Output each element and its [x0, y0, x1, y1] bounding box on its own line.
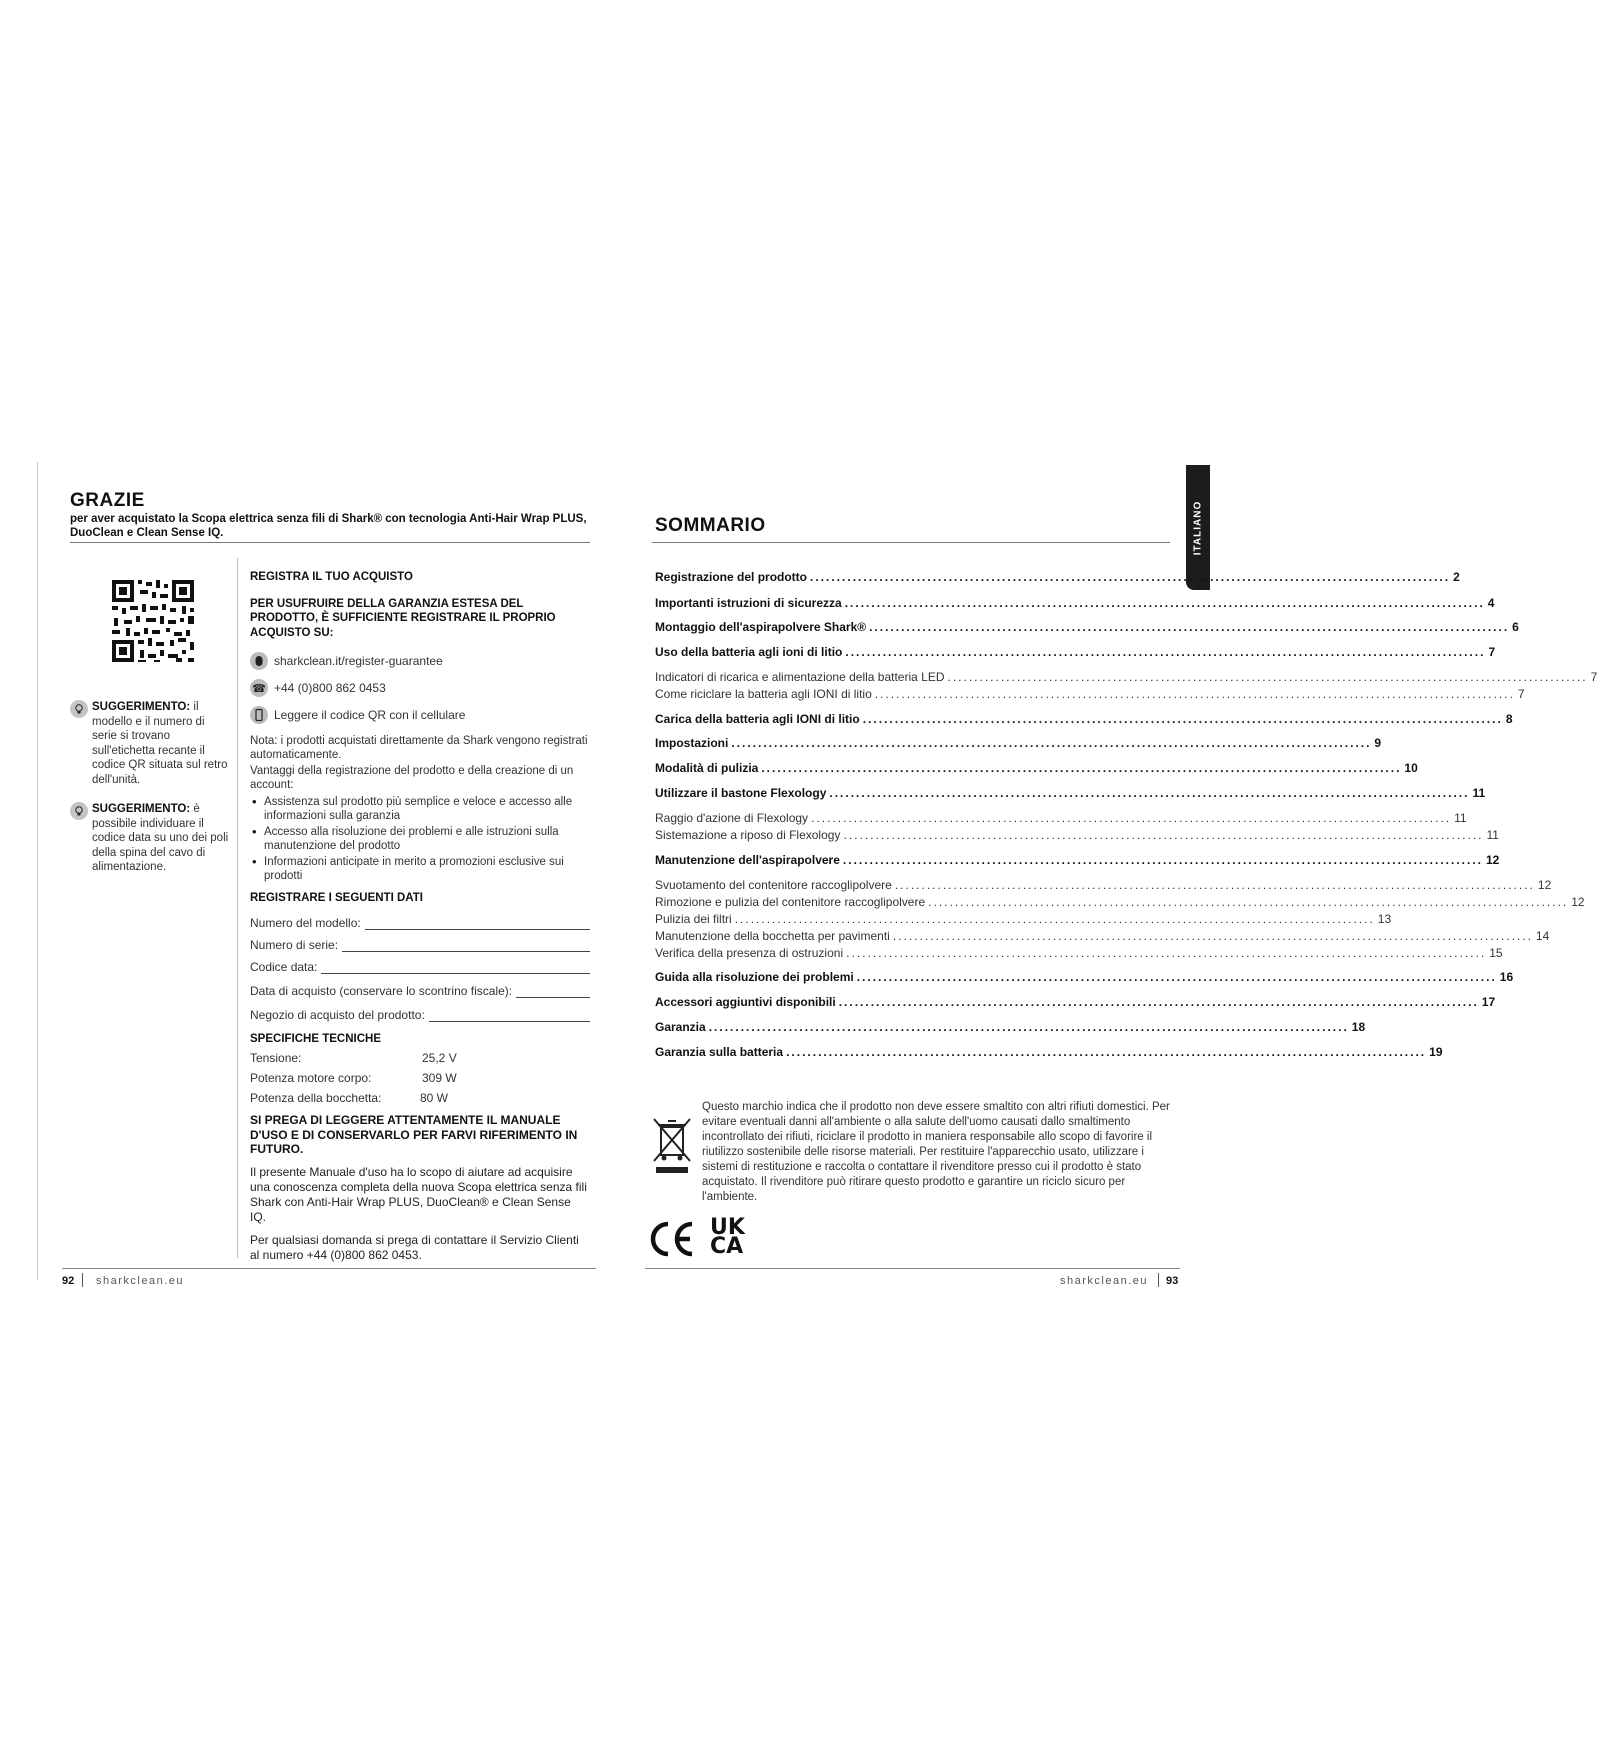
- toc-entry[interactable]: [655, 786, 1486, 800]
- footer-divider: [645, 1268, 1180, 1269]
- column-divider: [237, 558, 238, 1258]
- spec-value: 80 W: [420, 1091, 449, 1105]
- ukca-mark-top: UK: [710, 1215, 745, 1240]
- toc-entry[interactable]: [655, 712, 1513, 726]
- list-item: • Informazioni anticipate in merito a promozioni esclusive sui prodotti: [250, 855, 590, 883]
- toc-leader-dots: ........................................................................................................................: [894, 878, 1535, 892]
- ce-mark: [650, 1220, 696, 1258]
- toc-entry-page: 7: [1488, 645, 1496, 659]
- toc-entry-page: 12: [1485, 853, 1500, 867]
- toc-entry[interactable]: [655, 570, 1460, 584]
- page-subtitle: per aver acquistato la Scopa elettrica senza fili di Shark® con tecnologia Anti-Hair Wrap PLUS, DuoClean e Clean Sense IQ.: [70, 513, 587, 539]
- toc-entry-label: Rimozione e pulizia del contenitore raccoglipolvere: [655, 895, 926, 909]
- toc-entry-label: Modalità di pulizia: [655, 761, 759, 775]
- field-label: Numero del modello:: [250, 915, 361, 930]
- toc-leader-dots: ........................................................................................................................: [838, 995, 1479, 1009]
- toc-entry[interactable]: [655, 946, 1503, 960]
- warranty-heading: PER USUFRUIRE DELLA GARANZIA ESTESA DEL PRODOTTO, È SUFFICIENTE REGISTRARE IL PROPRIO ACQUISTO SU:: [250, 597, 556, 639]
- toc-entry[interactable]: [655, 912, 1392, 926]
- page-title: GRAZIE: [70, 490, 145, 511]
- page-left-edge: [37, 462, 38, 1280]
- spec-value: 309 W: [422, 1071, 457, 1085]
- toc-entry-page: 8: [1505, 712, 1513, 726]
- weee-bin-icon: [650, 1115, 694, 1177]
- ukca-mark: [710, 1215, 754, 1260]
- toc-entry-page: 7: [1590, 670, 1597, 684]
- toc-leader-dots: ........................................................................................................................: [842, 853, 1483, 867]
- toc-entry[interactable]: [655, 596, 1495, 610]
- toc-leader-dots: ........................................................................................................................: [869, 620, 1510, 634]
- toc-entry-page: 13: [1377, 912, 1392, 926]
- toc-entry-label: Importanti istruzioni di sicurezza: [655, 596, 842, 610]
- toc-leader-dots: ........................................................................................................................: [928, 895, 1569, 909]
- toc-leader-dots: ........................................................................................................................: [811, 811, 1452, 825]
- toc-entry[interactable]: [655, 895, 1585, 909]
- weee-notice: Questo marchio indica che il prodotto non deve essere smaltito con altri rifiuti domestici. Per evitare eventuali danni all'ambiente o alla salute dell'uomo causati dallo smaltimento incontrollato dei rifiuti, riciclare il prodotto in maniera responsabile allo scopo di favorire il riutilizzo sostenibile delle risorse materiali. Per restituire l'apparecchio usato, utilizzare i sistemi di restituzione e raccolta o contattare il rivenditore presso cui il prodotto è stato acquistato. Il rivenditore può ritirare questo prodotto e garantire un riciclo sicuro per l'ambiente.: [702, 1101, 1170, 1203]
- toc-entry-label: Raggio d'azione di Flexology: [655, 811, 809, 825]
- serial-field[interactable]: [250, 934, 590, 952]
- spec-label: Potenza della bocchetta:: [250, 1091, 382, 1105]
- toc-leader-dots: ........................................................................................................................: [810, 570, 1451, 584]
- toc-leader-dots: ........................................................................................................................: [786, 1045, 1427, 1059]
- toc-entry-page: 4: [1487, 596, 1495, 610]
- toc-entry[interactable]: [655, 1045, 1443, 1059]
- toc-title: SOMMARIO: [655, 515, 766, 536]
- toc-entry-label: Utilizzare il bastone Flexology: [655, 786, 827, 800]
- contact-qr-text: Leggere il codice QR con il cellulare: [274, 708, 466, 722]
- purchase-date-field[interactable]: [250, 980, 590, 998]
- toc-entry[interactable]: [655, 1020, 1366, 1034]
- toc-leader-dots: ........................................................................................................................: [874, 687, 1515, 701]
- toc-entry-page: 16: [1499, 970, 1514, 984]
- footer-separator: [1158, 1273, 1159, 1287]
- footer-divider: [62, 1268, 596, 1269]
- toc-entry-page: 19: [1429, 1045, 1443, 1059]
- toc-entry-page: 6: [1512, 620, 1519, 634]
- tip-2: [70, 802, 232, 875]
- footer-site[interactable]: sharkclean.eu: [1060, 1275, 1148, 1287]
- toc-entry-label: Manutenzione dell'aspirapolvere: [655, 853, 840, 867]
- toc-entry-label: Manutenzione della bocchetta per pavimenti: [655, 929, 890, 943]
- spec-voltage: [250, 1048, 590, 1068]
- toc-leader-dots: ........................................................................................................................: [947, 670, 1588, 684]
- tip-label: SUGGERIMENTO:: [92, 701, 191, 713]
- ukca-mark-bottom: CA: [710, 1234, 744, 1259]
- list-item: • Assistenza sul prodotto più semplice e veloce e accesso alle informazioni sulla garanzia: [250, 795, 590, 823]
- footer-separator: [82, 1273, 83, 1287]
- contact-qr-row: [250, 706, 590, 724]
- page-number: 92: [62, 1275, 75, 1287]
- spec-body-power: [250, 1068, 590, 1088]
- toc-entry-page: 12: [1571, 895, 1585, 909]
- spec-nozzle-power: [250, 1088, 590, 1108]
- store-field[interactable]: [250, 1004, 590, 1022]
- toc-entry[interactable]: [655, 670, 1597, 684]
- toc-entry-label: Svuotamento del contenitore raccoglipolvere: [655, 878, 892, 892]
- toc-entry-label: Guida alla risoluzione dei problemi: [655, 970, 854, 984]
- divider: [70, 542, 590, 543]
- toc-entry[interactable]: [655, 620, 1519, 634]
- contact-phone[interactable]: +44 (0)800 862 0453: [274, 681, 386, 695]
- language-tab-label: ITALIANO: [1192, 500, 1204, 555]
- toc-entry[interactable]: [655, 645, 1496, 659]
- advantages-intro: Vantaggi della registrazione del prodotto e della creazione di un account:: [250, 765, 574, 791]
- advantages-list: [250, 795, 590, 883]
- date-code-input-line[interactable]: [321, 961, 590, 974]
- toc-leader-dots: ........................................................................................................................: [846, 946, 1487, 960]
- toc-entry-page: 2: [1453, 570, 1460, 584]
- tip-text: il modello e il numero di serie si trovano sull'etichetta recante il codice QR situata sul retro dell'unità.: [92, 701, 228, 786]
- toc-entry-label: Sistemazione a riposo di Flexology: [655, 828, 841, 842]
- toc-entry-page: 11: [1486, 828, 1499, 842]
- toc-entry-page: 14: [1535, 929, 1550, 943]
- toc-entry-label: Impostazioni: [655, 736, 729, 750]
- toc-entry[interactable]: [655, 995, 1496, 1009]
- toc-entry-label: Accessori aggiuntivi disponibili: [655, 995, 836, 1009]
- toc-leader-dots: ........................................................................................................................: [862, 712, 1503, 726]
- toc-entry-page: 9: [1374, 736, 1382, 750]
- toc-entry-label: Garanzia: [655, 1020, 706, 1034]
- toc-entry[interactable]: [655, 853, 1500, 867]
- toc-leader-dots: ........................................................................................................................: [734, 912, 1375, 926]
- toc-entry-label: Montaggio dell'aspirapolvere Shark®: [655, 620, 867, 634]
- contact-phone-row[interactable]: [250, 679, 590, 697]
- toc-leader-dots: ........................................................................................................................: [843, 828, 1484, 842]
- toc-entry-page: 15: [1489, 946, 1503, 960]
- contact-url-row[interactable]: [250, 652, 590, 670]
- toc-entry[interactable]: [655, 828, 1499, 842]
- toc-entry[interactable]: [655, 811, 1467, 825]
- toc-leader-dots: ........................................................................................................................: [844, 596, 1485, 610]
- toc-leader-dots: ........................................................................................................................: [829, 786, 1470, 800]
- tip-1: [70, 700, 232, 787]
- date-code-field[interactable]: [250, 956, 590, 974]
- field-label: Negozio di acquisto del prodotto:: [250, 1007, 425, 1022]
- phone-icon: ☎: [250, 679, 268, 697]
- auto-register-note: Nota: i prodotti acquistati direttamente da Shark vengono registrati automaticamente.: [250, 735, 588, 761]
- model-field[interactable]: [250, 912, 590, 930]
- toc-entry-label: Uso della batteria agli ioni di litio: [655, 645, 843, 659]
- toc-entry-label: Pulizia dei filtri: [655, 912, 732, 926]
- toc-entry[interactable]: [655, 878, 1552, 892]
- field-label: Numero di serie:: [250, 937, 339, 952]
- toc-entry-page: 10: [1404, 761, 1418, 775]
- spec-value: 25,2 V: [422, 1051, 457, 1065]
- toc-entry-page: 17: [1481, 995, 1496, 1009]
- toc-entry[interactable]: [655, 970, 1514, 984]
- toc-entry-page: 11: [1472, 786, 1486, 800]
- toc-entry-page: 11: [1454, 811, 1467, 825]
- manual-purpose-text: Il presente Manuale d'uso ha lo scopo di aiutare ad acquisire una conoscenza completa della nuova Scopa elettrica senza fili Shark con Anti-Hair Wrap PLUS, DuoClean® e Clean Sense IQ.: [250, 1164, 587, 1224]
- spec-label: Tensione:: [250, 1051, 302, 1065]
- field-label: Data di acquisto (conservare lo scontrino fiscale):: [250, 983, 513, 998]
- serial-input-line[interactable]: [342, 939, 590, 952]
- toc-entry-label: Verifica della presenza di ostruzioni: [655, 946, 844, 960]
- toc-entry-label: Registrazione del prodotto: [655, 570, 808, 584]
- store-input-line[interactable]: [429, 1009, 590, 1022]
- toc-entry[interactable]: [655, 687, 1525, 701]
- toc-entry-page: 12: [1537, 878, 1552, 892]
- toc-leader-dots: ........................................................................................................................: [761, 761, 1402, 775]
- tip-label: SUGGERIMENTO:: [92, 803, 191, 815]
- footer-site[interactable]: sharkclean.eu: [96, 1275, 184, 1287]
- purchase-date-input-line[interactable]: [516, 985, 590, 998]
- customer-service-text: Per qualsiasi domanda si prega di contattare il Servizio Clienti al numero +44 (0)800 862 0453.: [250, 1232, 579, 1262]
- toc-leader-dots: ........................................................................................................................: [856, 970, 1497, 984]
- page-number: 93: [1166, 1275, 1179, 1287]
- qr-code: [110, 578, 196, 664]
- smartphone-icon: [250, 706, 268, 724]
- toc-leader-dots: ........................................................................................................................: [731, 736, 1372, 750]
- toc-entry-page: 18: [1351, 1020, 1366, 1034]
- read-manual-heading: SI PREGA DI LEGGERE ATTENTAMENTE IL MANUALE D'USO E DI CONSERVARLO PER FARVI RIFERIMENTO IN FUTURO.: [250, 1113, 578, 1156]
- toc-entry[interactable]: [655, 761, 1418, 775]
- record-heading: REGISTRARE I SEGUENTI DATI: [250, 892, 423, 904]
- spec-label: Potenza motore corpo:: [250, 1071, 372, 1085]
- toc-entry-page: 7: [1517, 687, 1525, 701]
- toc-leader-dots: ........................................................................................................................: [892, 929, 1533, 943]
- model-input-line[interactable]: [365, 917, 590, 930]
- toc-entry-label: Carica della batteria agli IONI di litio: [655, 712, 860, 726]
- toc-entry-label: Indicatori di ricarica e alimentazione della batteria LED: [655, 670, 945, 684]
- toc-entry-label: Come riciclare la batteria agli IONI di litio: [655, 687, 872, 701]
- field-label: Codice data:: [250, 959, 318, 974]
- mouse-icon: [250, 652, 268, 670]
- list-item: • Accesso alla risoluzione dei problemi e alle istruzioni sulla manutenzione del prodotto: [250, 825, 590, 853]
- divider: [652, 542, 1170, 543]
- lightbulb-icon: [70, 700, 88, 718]
- register-heading: REGISTRA IL TUO ACQUISTO: [250, 571, 413, 583]
- toc-entry-label: Garanzia sulla batteria: [655, 1045, 784, 1059]
- toc-leader-dots: ........................................................................................................................: [845, 645, 1486, 659]
- contact-url[interactable]: sharkclean.it/register-guarantee: [274, 654, 443, 668]
- toc-entry[interactable]: [655, 929, 1550, 943]
- tip-text: è possibile individuare il codice data su uno dei poli della spina del cavo di alimentazione.: [92, 803, 229, 873]
- lightbulb-icon: [70, 802, 88, 820]
- specs-heading: SPECIFICHE TECNICHE: [250, 1032, 381, 1045]
- toc-entry[interactable]: [655, 736, 1382, 750]
- toc-leader-dots: ........................................................................................................................: [708, 1020, 1349, 1034]
